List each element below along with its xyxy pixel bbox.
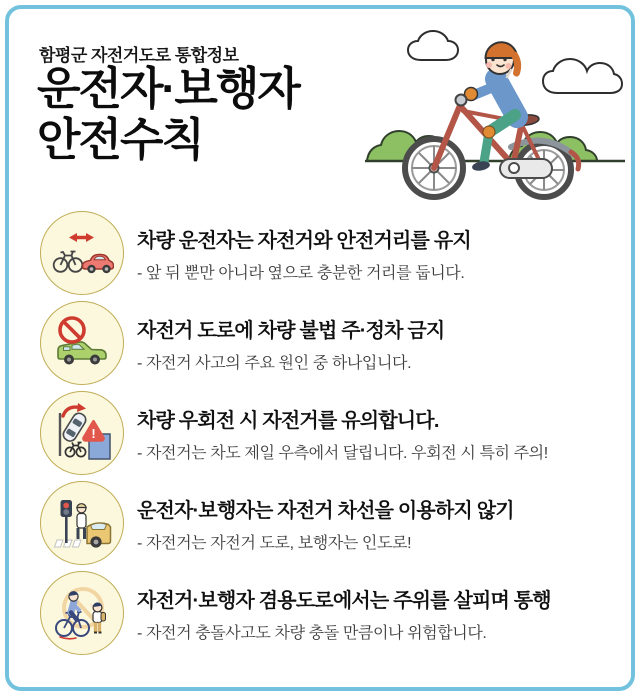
rule-title: 차량 우회전 시 자전거를 유의합니다. bbox=[137, 409, 439, 432]
rule-title: 자전거 도로에 차량 불법 주·정차 금지 bbox=[137, 319, 445, 342]
poster-eyebrow: 함평군 자전거도로 통합정보 bbox=[39, 46, 239, 65]
rule-title: 운전자·보행자는 자전거 차선을 이용하지 않기 bbox=[137, 499, 514, 522]
rule-description: - 자전거 충돌사고도 차량 충돌 만큼이나 위험합니다. bbox=[137, 624, 487, 642]
rule-title: 자전거·보행자 겸용도로에서는 주위를 살피며 통행 bbox=[137, 589, 551, 612]
tan-car-glyph bbox=[87, 523, 111, 548]
rule-description: - 자전거 사고의 주요 원인 중 하나입니다. bbox=[137, 354, 412, 372]
shared-road-caution-icon bbox=[40, 571, 124, 655]
bicycle-car-safe-distance-icon bbox=[40, 211, 124, 295]
traffic-light-icon bbox=[61, 500, 73, 543]
double-arrow-icon bbox=[69, 233, 94, 242]
cyclist-glyph bbox=[56, 591, 89, 636]
green-van-glyph bbox=[58, 342, 106, 365]
rule-description: - 자전거는 자전거 도로, 보행자는 인도로! bbox=[137, 534, 412, 552]
svg-text:!: ! bbox=[91, 426, 96, 441]
cloud-small-icon bbox=[408, 31, 458, 60]
bicycle-glyph bbox=[65, 443, 85, 457]
rule-text bbox=[137, 584, 551, 643]
safety-rules-poster bbox=[5, 5, 635, 691]
rule-description: - 앞 뒤 뿐만 아니라 옆으로 충분한 거리를 둡니다. bbox=[137, 264, 465, 282]
rule-text bbox=[137, 314, 444, 373]
pedestrian-bike-lane-icon bbox=[40, 481, 124, 565]
page-title bbox=[37, 63, 299, 166]
red-car-glyph bbox=[83, 255, 114, 274]
rule-text bbox=[137, 404, 548, 463]
rule-item bbox=[40, 571, 617, 655]
pedestrian-glyph bbox=[77, 504, 86, 539]
rule-item bbox=[40, 301, 617, 385]
rule-item bbox=[40, 211, 617, 295]
crosswalk-stripes bbox=[55, 540, 82, 547]
rules-list bbox=[40, 211, 617, 655]
prohibition-sign-icon bbox=[60, 318, 84, 342]
page-title-line2: 안전수칙 bbox=[37, 114, 203, 166]
no-parking-car-icon bbox=[40, 301, 124, 385]
rule-title: 차량 운전자는 자전거와 안전거리를 유지 bbox=[137, 229, 471, 252]
cloud-large-icon bbox=[543, 59, 622, 93]
rule-item bbox=[40, 481, 617, 565]
bicycle-glyph bbox=[54, 252, 83, 272]
handlebar-grip bbox=[456, 95, 467, 106]
chain-case bbox=[500, 159, 552, 178]
rule-description: - 자전거는 차도 제일 우측에서 달립니다. 우회전 시 특히 주의! bbox=[137, 444, 548, 462]
rule-text bbox=[137, 494, 514, 553]
rule-text bbox=[137, 224, 471, 283]
rule-item bbox=[40, 391, 617, 475]
hero-cyclist-illustration bbox=[361, 15, 631, 210]
right-turn-caution-icon bbox=[40, 391, 124, 475]
page-title-line1: 운전자·보행자 bbox=[37, 63, 299, 114]
